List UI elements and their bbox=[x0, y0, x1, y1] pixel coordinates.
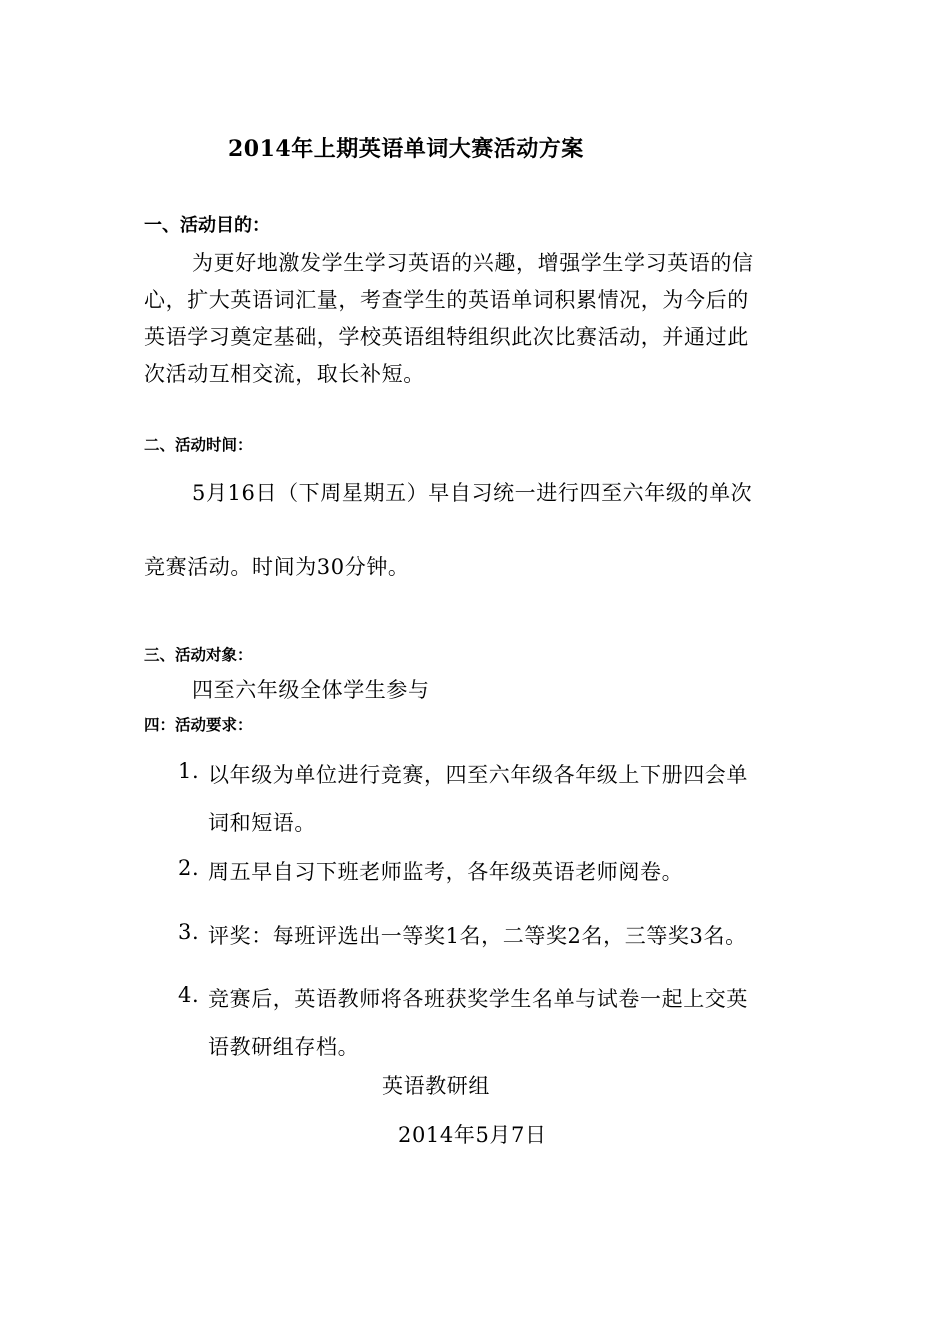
list-text: 周五早自习下班老师监考，各年级英语老师阅卷。 bbox=[208, 860, 684, 884]
list-number: 1. bbox=[178, 759, 200, 783]
list-text-continued: 语教研组存档。 bbox=[208, 1035, 360, 1059]
time-line-1: 5月16日（下周星期五）早自习统一进行四至六年级的单次 bbox=[192, 481, 753, 505]
list-text: 竞赛后，英语教师将各班获奖学生名单与试卷一起上交英 bbox=[208, 987, 748, 1011]
list-number: 2. bbox=[178, 856, 200, 880]
purpose-line-3: 英语学习奠定基础，学校英语组特组织此次比赛活动，并通过此 bbox=[144, 325, 749, 349]
audience-line: 四至六年级全体学生参与 bbox=[192, 678, 430, 702]
signature-date: 2014年5月7日 bbox=[398, 1123, 547, 1147]
time-line-2: 竞赛活动。时间为30分钟。 bbox=[144, 555, 410, 579]
document-title: 2014年上期英语单词大赛活动方案 bbox=[228, 136, 584, 162]
list-text: 评奖：每班评选出一等奖1名，二等奖2名，三等奖3名。 bbox=[208, 924, 747, 948]
signature-org: 英语教研组 bbox=[382, 1074, 490, 1098]
purpose-line-4: 次活动互相交流，取长补短。 bbox=[144, 362, 425, 386]
list-text-continued: 词和短语。 bbox=[208, 811, 316, 835]
list-number: 4. bbox=[178, 983, 200, 1007]
section-heading-requirements: 四：活动要求： bbox=[144, 716, 253, 734]
list-text: 以年级为单位进行竞赛，四至六年级各年级上下册四会单 bbox=[208, 763, 748, 787]
section-heading-audience: 三、活动对象： bbox=[144, 646, 253, 664]
list-number: 3. bbox=[178, 920, 200, 944]
purpose-line-2: 心，扩大英语词汇量，考查学生的英语单词积累情况，为今后的 bbox=[144, 288, 749, 312]
section-heading-purpose: 一、活动目的： bbox=[144, 215, 270, 236]
section-heading-time: 二、活动时间： bbox=[144, 436, 253, 454]
purpose-line-1: 为更好地激发学生学习英语的兴趣，增强学生学习英语的信 bbox=[192, 251, 754, 275]
